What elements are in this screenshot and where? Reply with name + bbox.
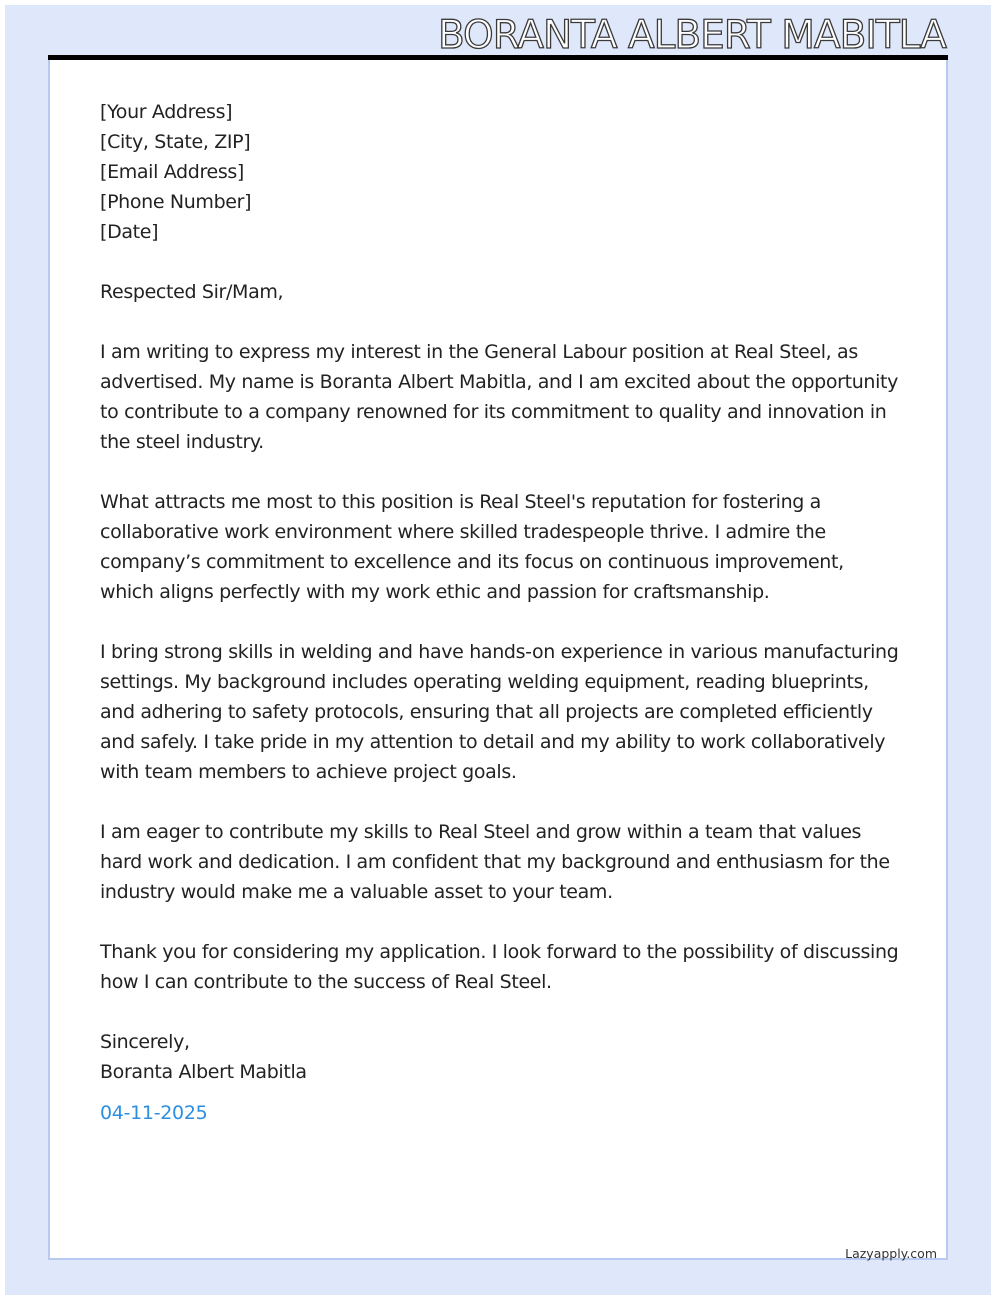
address-block [100,97,900,247]
address-line: [Date] [100,221,159,243]
date-stamp: 04-11-2025 [100,1102,208,1124]
address-line: [Email Address] [100,161,244,183]
address-line: [Phone Number] [100,191,252,213]
signature-name: Boranta Albert Mabitla [100,1061,307,1083]
watermark: Lazyapply.com [845,1246,937,1261]
body-paragraph: What attracts me most to this position is Real Steel's reputation for fostering a collaborative work environment where skilled tradespeople thrive. I admire the company’s commitment to excellence and its focus on continuous improvement, which aligns perfectly with my work ethic and passion for craftsmanship. [100,491,844,603]
body-paragraph: I am eager to contribute my skills to Real Steel and grow within a team that values hard work and dedication. I am confident that my background and enthusiasm for the industry would make me a valuable asset to your team. [100,821,890,903]
salutation: Respected Sir/Mam, [100,281,284,303]
signature-block [100,1027,900,1087]
address-line: [Your Address] [100,101,233,123]
body-paragraph: Thank you for considering my application. I look forward to the possibility of discussing how I can contribute to the success of Real Steel. [100,941,899,993]
body-paragraph: I am writing to express my interest in the General Labour position at Real Steel, as advertised. My name is Boranta Albert Mabitla, and I am excited about the opportunity to contribute to a company renowned for its commitment to quality and innovation in the steel industry. [100,341,899,453]
name-heading: BORANTA ALBERT MABITLA [437,13,946,58]
body-paragraph: I bring strong skills in welding and have hands-on experience in various manufacturing settings. My background includes operating welding equipment, reading blueprints, and adhering to safety protocols, ensuring that all projects are completed efficiently and safely. I take pride in my attention to detail and my ability to work collaboratively with team members to achieve project goals. [100,641,899,783]
letter-body [100,97,900,1087]
closing: Sincerely, [100,1031,190,1053]
address-line: [City, State, ZIP] [100,131,251,153]
